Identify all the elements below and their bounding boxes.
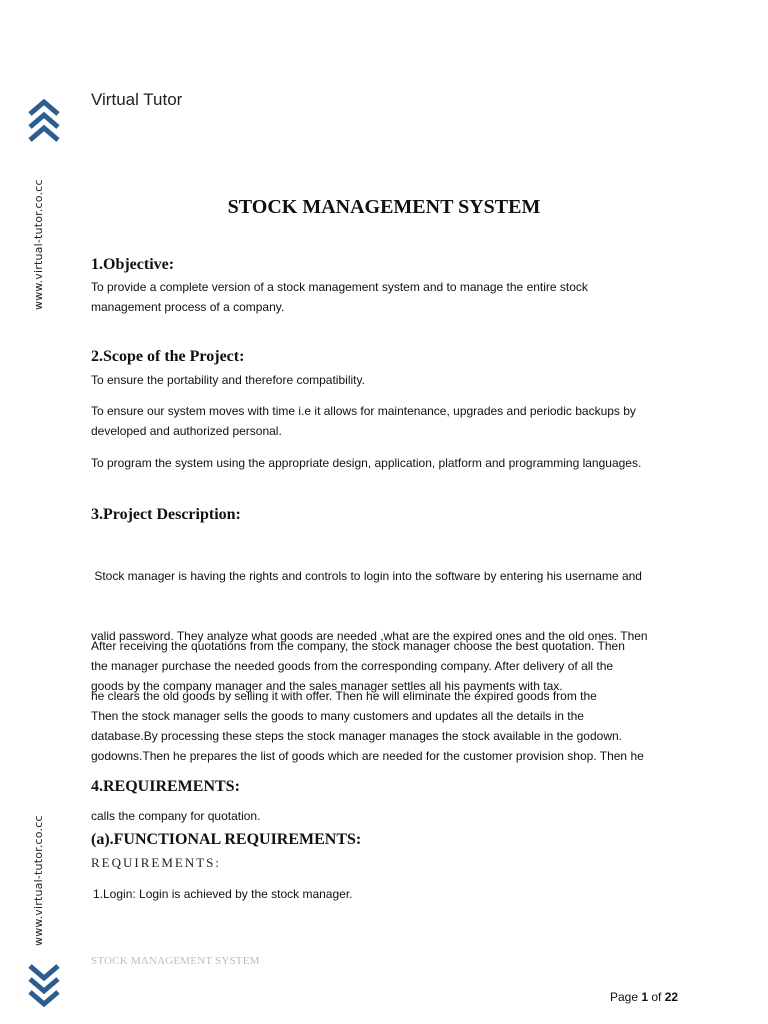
text-line: To ensure our system moves with time i.e it allows for maintenance, upgrades and periodic backups by [91,404,636,418]
page-total: 22 [664,990,679,1004]
page-number [610,990,678,1004]
page-prefix: Page [610,990,642,1004]
chevron-down-icon [26,962,62,1010]
functional-requirements-heading: (a).FUNCTIONAL REQUIREMENTS: [91,831,362,848]
description-paragraph-2 [91,636,681,696]
text-line: management process of a company. [91,300,285,314]
page-current: 1 [641,990,649,1004]
text-line: godowns.Then he prepares the list of goods which are needed for the customer provision shop. Then he [91,749,644,763]
scope-paragraph-3: To program the system using the appropriate design, application, platform and programming languages. [91,456,642,470]
objective-heading: 1.Objective: [91,256,175,273]
text-line: goods by the company manager and the sales manager settles all his payments with tax. [91,679,563,693]
text-line: To provide a complete version of a stock management system and to manage the entire stock [91,280,588,294]
text-line: Then the stock manager sells the goods to many customers and updates all the details in the [91,709,584,723]
description-paragraph-3 [91,706,681,746]
text-line: valid password. They analyze what goods are needed ,what are the expired ones and the old ones. Then [91,629,648,643]
scope-paragraph-1: To ensure the portability and therefore compatibility. [91,373,365,387]
text-line: database.By processing these steps the stock manager manages the stock available in the godown. [91,729,622,743]
text-line: the manager purchase the needed goods from the corresponding company. After delivery of all the [91,659,614,673]
footer-title: STOCK MANAGEMENT SYSTEM [91,955,260,967]
side-url-top: www.virtual-tutor.co.cc [32,179,45,310]
page-of: of [648,990,665,1004]
text-line: he clears the old goods by selling it with offer. Then he will eliminate the expired goods from the [91,689,597,703]
text-line: calls the company for quotation. [91,809,261,823]
document-title: STOCK MANAGEMENT SYSTEM [227,196,541,218]
scope-paragraph-2 [91,401,681,441]
requirements-heading: 4.REQUIREMENTS: [91,778,240,795]
requirements-sublabel: REQUIREMENTS: [91,855,221,870]
requirement-item-login: 1.Login: Login is achieved by the stock manager. [93,887,353,901]
chevron-up-icon [26,96,62,144]
description-heading: 3.Project Description: [91,506,241,523]
text-line: After receiving the quotations from the company, the stock manager choose the best quotation. Then [91,639,625,653]
scope-heading: 2.Scope of the Project: [91,348,245,365]
side-url-bottom: www.virtual-tutor.co.cc [32,815,45,946]
text-line: Stock manager is having the rights and controls to login into the software by entering his username and [91,569,642,583]
objective-paragraph [91,277,681,317]
text-line: developed and authorized personal. [91,424,282,438]
header-brand: Virtual Tutor [91,90,183,109]
